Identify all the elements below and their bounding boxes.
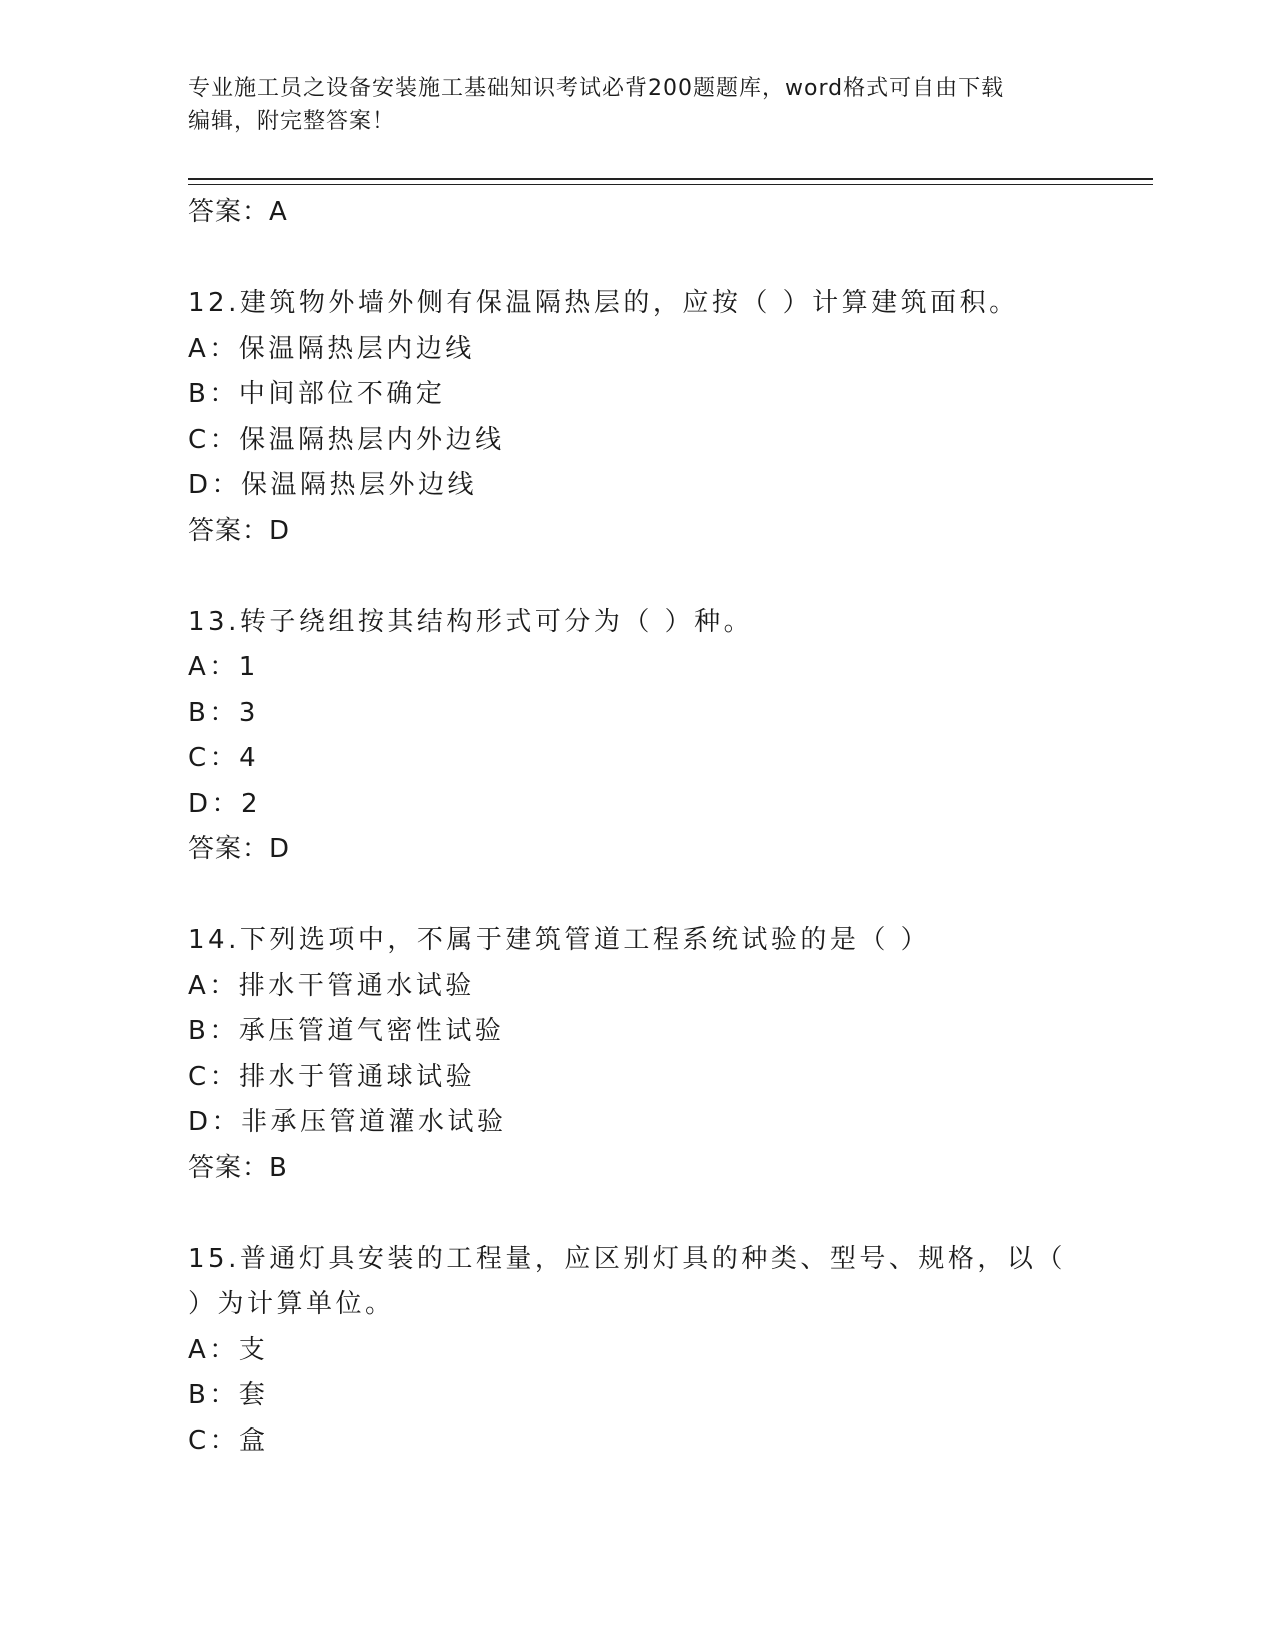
option-d: D：保温隔热层外边线: [188, 470, 478, 500]
option-c: C：排水于管通球试验: [188, 1061, 476, 1092]
question-block: [188, 1237, 1153, 1465]
option-b: B：承压管道气密性试验: [188, 1016, 505, 1046]
spacer: [188, 236, 1153, 282]
option-a: A：支: [188, 1334, 269, 1365]
option-d: D：非承压管道灌水试验: [188, 1107, 507, 1137]
header-title-line-1: 专业施工员之设备安装施工基础知识考试必背200题题库，word格式可自由下载: [188, 76, 1005, 101]
question-block: [188, 918, 1153, 1191]
option-a: A：排水干管通水试验: [188, 970, 475, 1001]
question-text-line-1: 15.普通灯具安装的工程量，应区别灯具的种类、型号、规格，以（: [188, 1243, 1066, 1274]
spacer: [188, 554, 1153, 600]
answer-text: 答案：D: [188, 515, 291, 546]
answer-text: 答案：B: [188, 1152, 288, 1183]
option-b: B：套: [188, 1380, 269, 1410]
option-b: B：中间部位不确定: [188, 379, 446, 409]
question-text-line-2: ）为计算单位。: [188, 1289, 395, 1319]
question-list: [188, 190, 1153, 1464]
option-c: C：保温隔热层内外边线: [188, 424, 505, 455]
question-block: [188, 600, 1153, 873]
option-a: A：1: [188, 652, 259, 682]
header-divider-thin: [188, 184, 1153, 185]
header-title-line-2: 编辑，附完整答案！: [188, 109, 396, 134]
previous-answer: 答案：A: [188, 197, 288, 227]
option-d: D：2: [188, 788, 262, 819]
header-divider-thick: [188, 178, 1153, 180]
document-header: [188, 72, 1088, 138]
option-c: C：4: [188, 743, 260, 773]
question-text: 14.下列选项中，不属于建筑管道工程系统试验的是（ ）: [188, 925, 931, 955]
option-c: C：盒: [188, 1425, 269, 1456]
answer-text: 答案：D: [188, 834, 291, 864]
question-text: 13.转子绕组按其结构形式可分为（ ）种。: [188, 606, 754, 637]
option-a: A：保温隔热层内边线: [188, 333, 475, 364]
spacer: [188, 873, 1153, 919]
option-b: B：3: [188, 697, 259, 728]
question-block: [188, 281, 1153, 554]
question-text: 12.建筑物外墙外侧有保温隔热层的，应按（ ）计算建筑面积。: [188, 288, 1019, 318]
spacer: [188, 1191, 1153, 1237]
